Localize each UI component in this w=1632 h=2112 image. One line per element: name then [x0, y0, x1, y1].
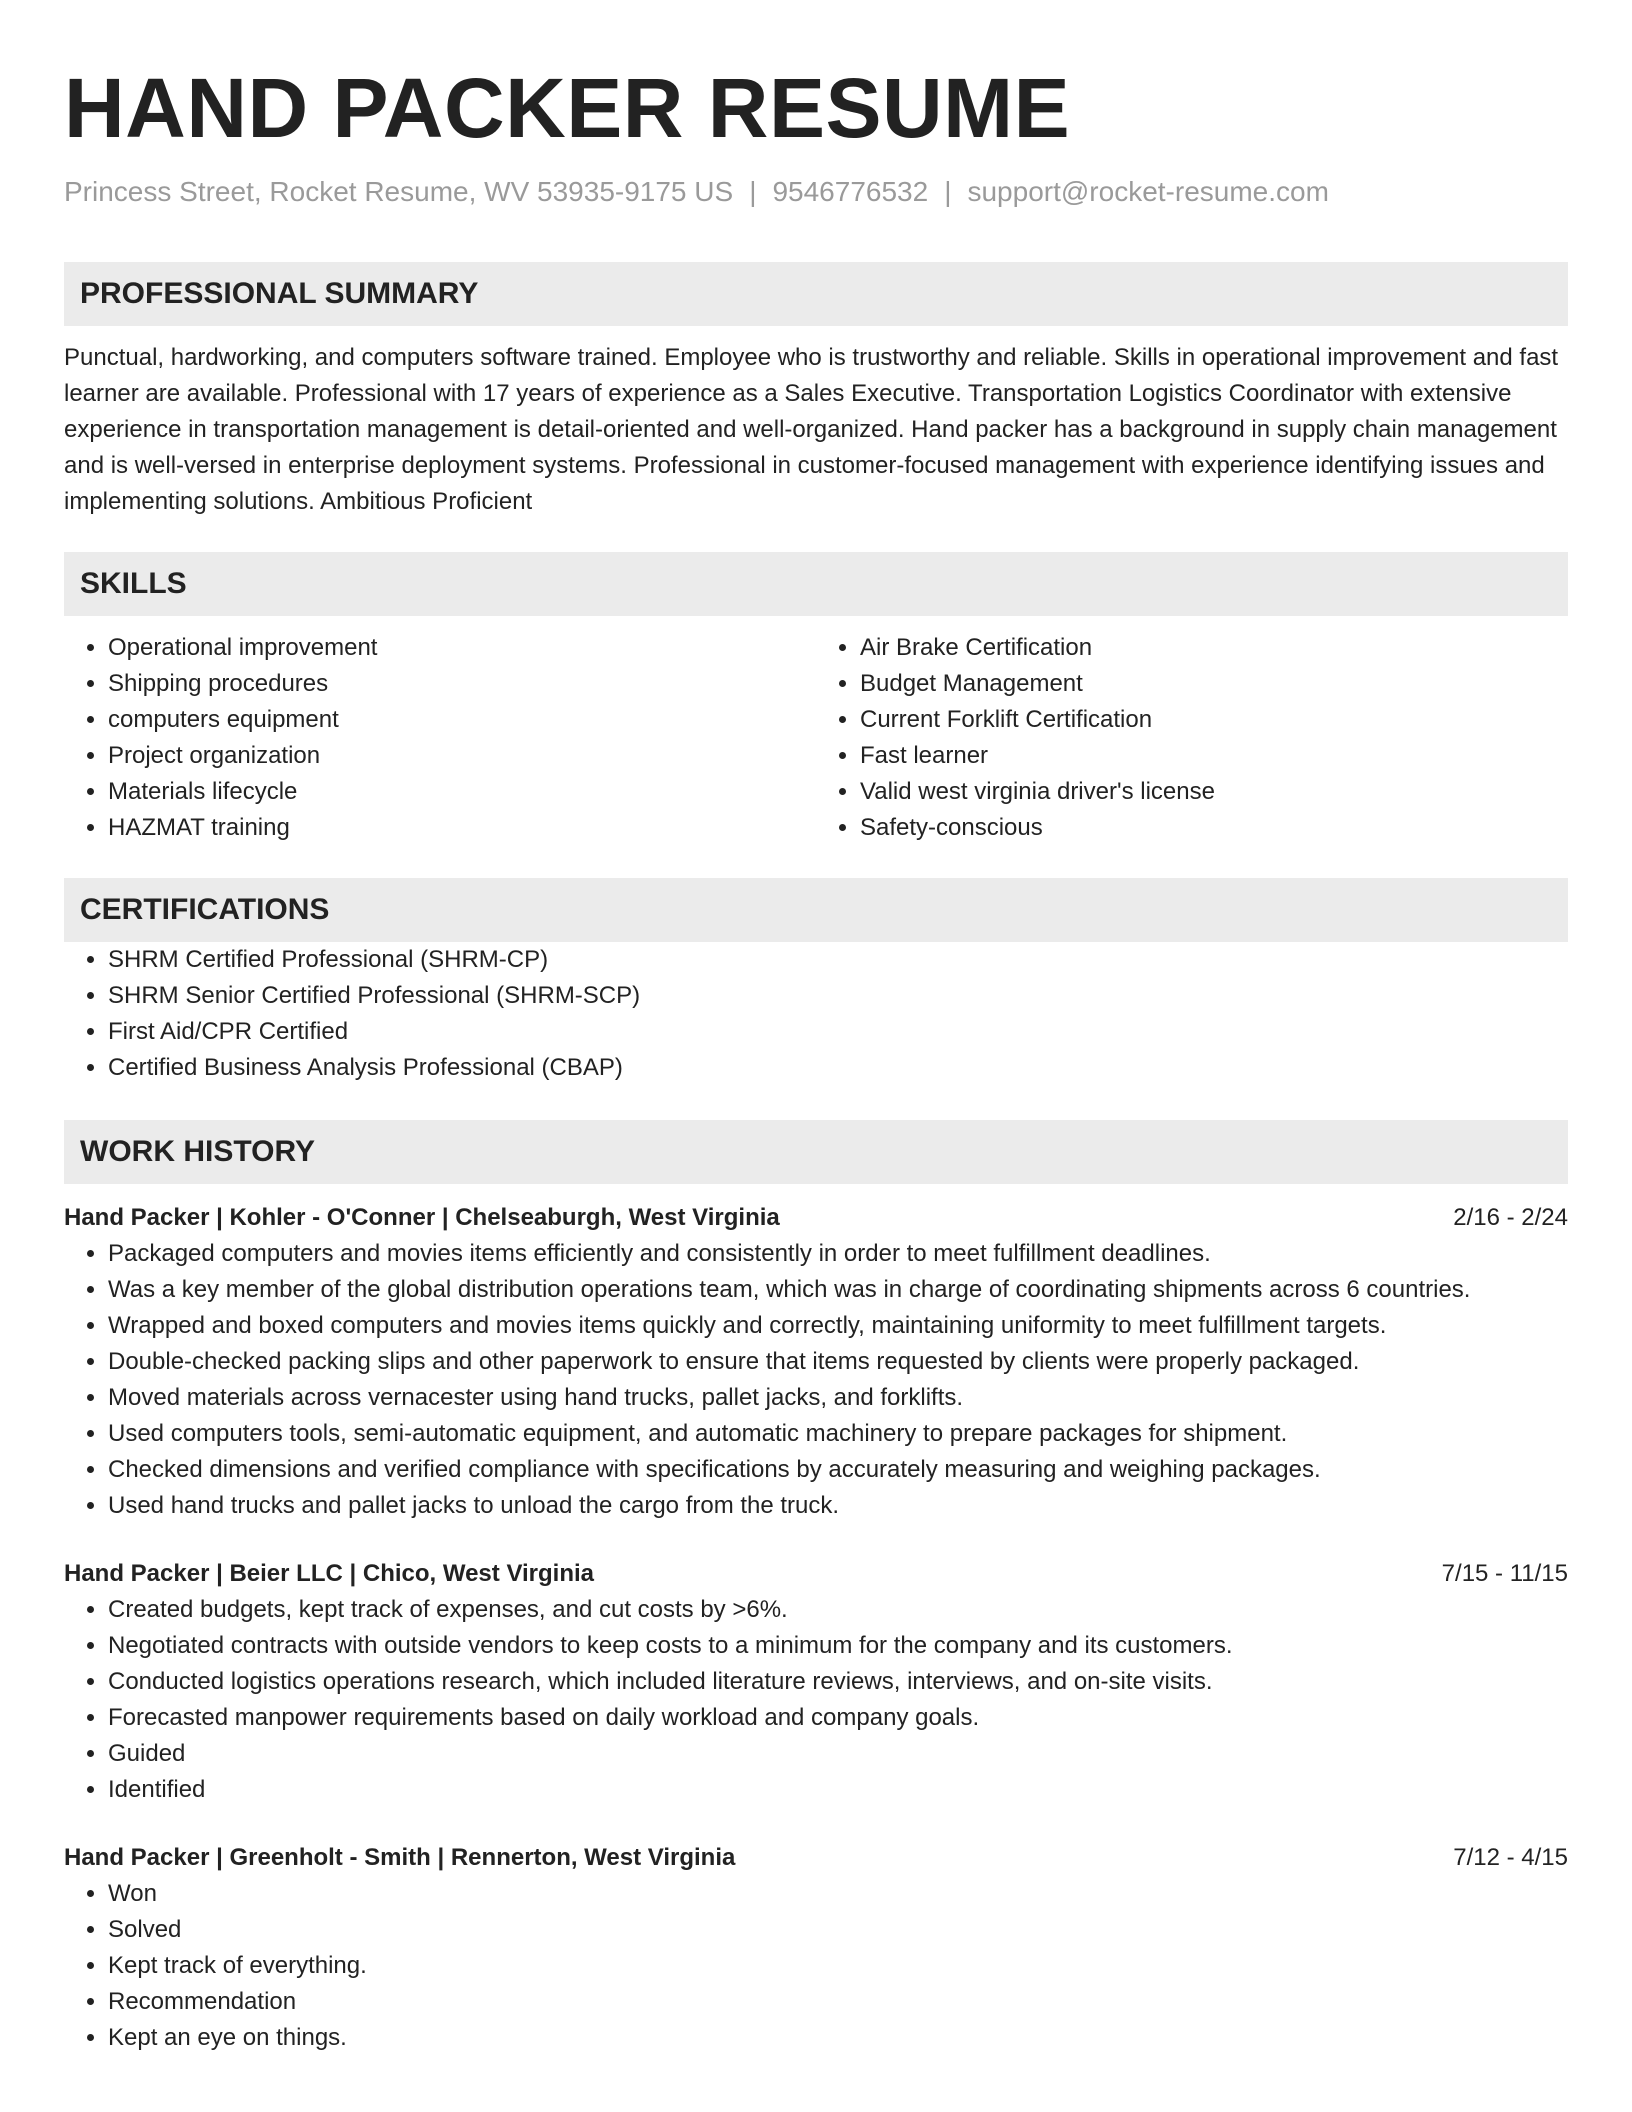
- contact-email: support@rocket-resume.com: [967, 176, 1329, 207]
- skill-item: • HAZMAT training: [108, 810, 816, 846]
- job-title: Hand Packer | Beier LLC | Chico, West Virginia: [64, 1560, 595, 1587]
- section-heading-certifications: CERTIFICATIONS: [64, 878, 1568, 942]
- job-duty: • Wrapped and boxed computers and movies items quickly and correctly, maintaining uniformity to meet fulfillment targets.: [108, 1308, 1568, 1344]
- contact-phone: 9546776532: [772, 176, 929, 207]
- skill-item: • Fast learner: [860, 738, 1568, 774]
- skill-item: • Shipping procedures: [108, 666, 816, 702]
- job-entry: [64, 1556, 1568, 1808]
- job-duties-list: [64, 1236, 1568, 1524]
- skill-item: • Safety-conscious: [860, 810, 1568, 846]
- job-duty: • Won: [108, 1876, 1568, 1912]
- job-duty: • Moved materials across vernacester using hand trucks, pallet jacks, and forklifts.: [108, 1380, 1568, 1416]
- resume-title: HAND PACKER RESUME: [64, 61, 1071, 155]
- job-title: Hand Packer | Greenholt - Smith | Rennerton, West Virginia: [64, 1844, 736, 1871]
- job-duty: • Was a key member of the global distribution operations team, which was in charge of coordinating shipments across 6 countries.: [108, 1272, 1568, 1308]
- job-title: Hand Packer | Kohler - O'Conner | Chelseaburgh, West Virginia: [64, 1204, 780, 1231]
- job-duty: • Created budgets, kept track of expenses, and cut costs by >6%.: [108, 1592, 1568, 1628]
- job-duty: • Checked dimensions and verified compliance with specifications by accurately measuring and weighing packages.: [108, 1452, 1568, 1488]
- job-header: [64, 1840, 1568, 1876]
- certification-item: • First Aid/CPR Certified: [108, 1014, 1568, 1050]
- skills-grid: [64, 630, 1568, 846]
- skill-item: • Current Forklift Certification: [860, 702, 1568, 738]
- job-entry: [64, 1840, 1568, 2056]
- job-duty: • Identified: [108, 1772, 1568, 1808]
- job-duty: • Recommendation: [108, 1984, 1568, 2020]
- skills-list-right: [816, 630, 1568, 846]
- job-duty: • Packaged computers and movies items efficiently and consistently in order to meet fulfillment deadlines.: [108, 1236, 1568, 1272]
- job-duty: • Solved: [108, 1912, 1568, 1948]
- certification-item: • Certified Business Analysis Professional (CBAP): [108, 1050, 1568, 1086]
- contact-address: Princess Street, Rocket Resume, WV 53935-9175 US: [64, 176, 734, 207]
- skill-item: • computers equipment: [108, 702, 816, 738]
- job-dates: 7/12 - 4/15: [1453, 1844, 1568, 1871]
- contact-line: [64, 174, 1568, 210]
- skill-item: • Air Brake Certification: [860, 630, 1568, 666]
- job-dates: 2/16 - 2/24: [1453, 1204, 1568, 1231]
- job-duty: • Used computers tools, semi-automatic equipment, and automatic machinery to prepare packages for shipment.: [108, 1416, 1568, 1452]
- summary-text: Punctual, hardworking, and computers software trained. Employee who is trustworthy and reliable. Skills in operational improvement and fast learner are available. Professional with 17 years of experience as a Sales Executive. Transportation Logistics Coordinator with extensive experience in transportation management is detail-oriented and well-organized. Hand packer has a background in supply chain management and is well-versed in enterprise deployment systems. Professional in customer-focused management with experience identifying issues and implementing solutions. Ambitious Proficient: [64, 344, 1559, 515]
- contact-separator: |: [944, 176, 952, 207]
- job-dates: 7/15 - 11/15: [1441, 1560, 1568, 1587]
- job-duties-list: [64, 1592, 1568, 1808]
- job-duty: • Double-checked packing slips and other paperwork to ensure that items requested by clients were properly packaged.: [108, 1344, 1568, 1380]
- job-duty: • Forecasted manpower requirements based on daily workload and company goals.: [108, 1700, 1568, 1736]
- section-heading-work-history: WORK HISTORY: [64, 1120, 1568, 1184]
- section-heading-skills: SKILLS: [64, 552, 1568, 616]
- job-duty: • Kept an eye on things.: [108, 2020, 1568, 2056]
- job-duty: • Kept track of everything.: [108, 1948, 1568, 1984]
- skill-item: • Materials lifecycle: [108, 774, 816, 810]
- job-duty: • Guided: [108, 1736, 1568, 1772]
- job-duty: • Negotiated contracts with outside vendors to keep costs to a minimum for the company and its customers.: [108, 1628, 1568, 1664]
- job-header: [64, 1200, 1568, 1236]
- job-entry: [64, 1200, 1568, 1524]
- contact-separator: |: [749, 176, 757, 207]
- skill-item: • Valid west virginia driver's license: [860, 774, 1568, 810]
- job-duty: • Conducted logistics operations research, which included literature reviews, interviews, and on-site visits.: [108, 1664, 1568, 1700]
- skills-list-left: [64, 630, 816, 846]
- certification-item: • SHRM Certified Professional (SHRM-CP): [108, 942, 1568, 978]
- certification-item: • SHRM Senior Certified Professional (SHRM-SCP): [108, 978, 1568, 1014]
- resume-page: [64, 0, 1568, 2056]
- certifications-list: [64, 942, 1568, 1086]
- skill-item: • Operational improvement: [108, 630, 816, 666]
- job-duties-list: [64, 1876, 1568, 2056]
- section-heading-summary: PROFESSIONAL SUMMARY: [64, 262, 1568, 326]
- job-header: [64, 1556, 1568, 1592]
- skill-item: • Budget Management: [860, 666, 1568, 702]
- job-duty: • Used hand trucks and pallet jacks to unload the cargo from the truck.: [108, 1488, 1568, 1524]
- skill-item: • Project organization: [108, 738, 816, 774]
